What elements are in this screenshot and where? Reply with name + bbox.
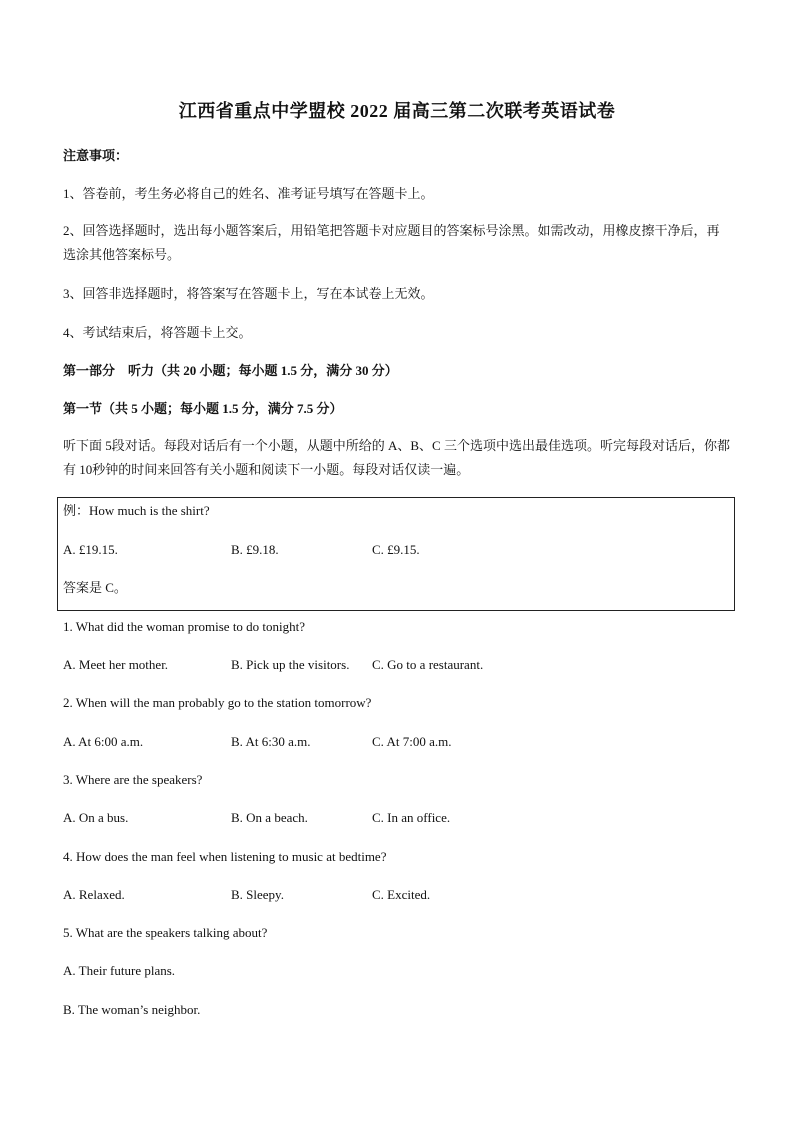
notice-item-2: 2、回答选择题时，选出每小题答案后，用铅笔把答题卡对应题目的答案标号涂黑。如需改动，用橡皮擦干净后，再选涂其他答案标号。 (63, 223, 720, 262)
question-5-option-a: A. Their future plans. (63, 963, 176, 978)
question-1-option-b: B. Pick up the visitors. (231, 657, 350, 672)
question-4-option-c: C. Excited. (372, 887, 431, 902)
notice-item-4: 4、考试结束后，将答题卡上交。 (63, 325, 252, 340)
example-option-c: C. £9.15. (372, 542, 420, 557)
notice-item-3: 3、回答非选择题时，将答案写在答题卡上，写在本试卷上无效。 (63, 286, 434, 301)
section1-heading: 第一节（共 5 小题；每小题 1.5 分，满分 7.5 分） (63, 401, 343, 416)
question-1: 1. What did the woman promise to do tonight? (63, 619, 306, 634)
question-2-option-c: C. At 7:00 a.m. (372, 734, 452, 749)
part1-heading: 第一部分 听力（共 20 小题；每小题 1.5 分，满分 30 分） (63, 363, 398, 378)
question-1-option-c: C. Go to a restaurant. (372, 657, 484, 672)
example-option-b: B. £9.18. (231, 542, 279, 557)
question-2: 2. When will the man probably go to the station tomorrow? (63, 695, 372, 710)
example-question: 例：How much is the shirt? (63, 503, 210, 518)
question-2-option-b: B. At 6:30 a.m. (231, 734, 311, 749)
notice-heading: 注意事项： (63, 148, 129, 163)
question-3-option-b: B. On a beach. (231, 810, 308, 825)
page-title: 江西省重点中学盟校 2022 届高三第二次联考英语试卷 (178, 101, 616, 121)
question-4: 4. How does the man feel when listening to music at bedtime? (63, 849, 387, 864)
question-5-option-b: B. The woman’s neighbor. (63, 1002, 201, 1017)
section1-instructions: 听下面 5段对话。每段对话后有一个小题，从题中所给的 A、B、C 三个选项中选出最佳选项。听完每段对话后，你都有 10秒钟的时间来回答有关小题和阅读下一小题。每段对话仅读一遍。 (63, 438, 730, 477)
question-4-option-b: B. Sleepy. (231, 887, 284, 902)
question-3: 3. Where are the speakers? (63, 772, 203, 787)
question-4-option-a: A. Relaxed. (63, 887, 125, 902)
question-3-option-c: C. In an office. (372, 810, 451, 825)
example-answer: 答案是 C。 (63, 580, 127, 595)
question-2-option-a: A. At 6:00 a.m. (63, 734, 144, 749)
question-5: 5. What are the speakers talking about? (63, 925, 268, 940)
notice-item-1: 1、答卷前，考生务必将自己的姓名、准考证号填写在答题卡上。 (63, 186, 434, 201)
question-3-option-a: A. On a bus. (63, 810, 129, 825)
question-1-option-a: A. Meet her mother. (63, 657, 169, 672)
example-option-a: A. £19.15. (63, 542, 118, 557)
